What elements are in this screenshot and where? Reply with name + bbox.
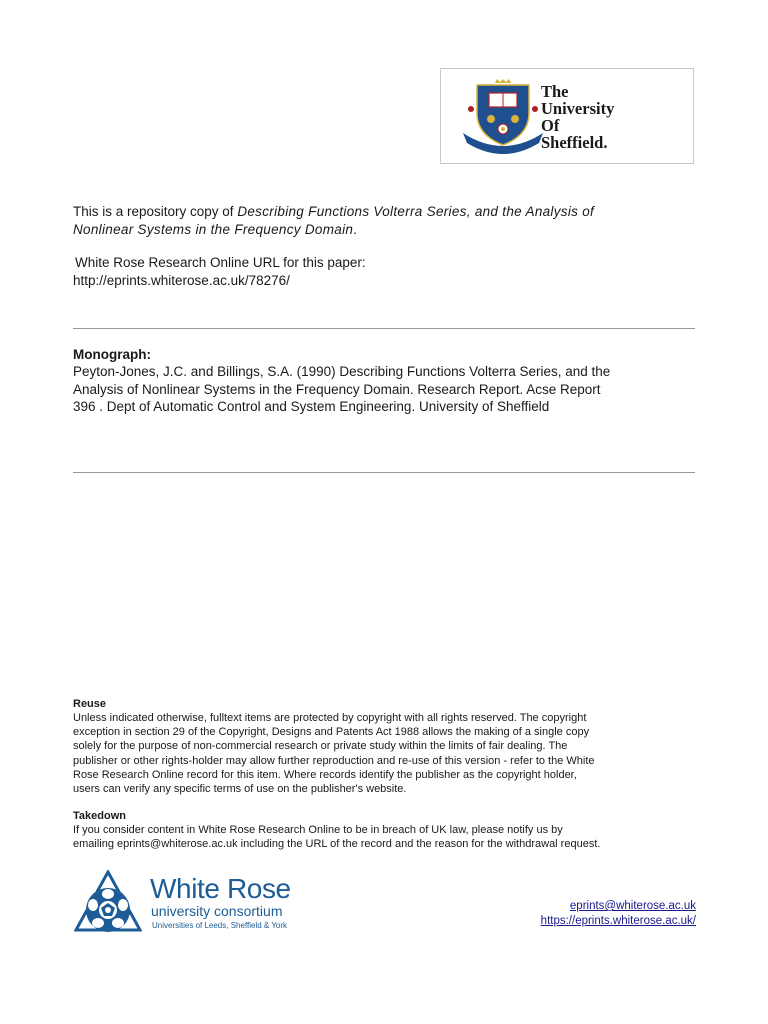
reuse-line: exception in section 29 of the Copyright, Designs and Patents Act 1988 allows the making of a single copy (73, 726, 590, 739)
reuse-line: users can verify any specific terms of use on the publisher's website. (73, 783, 407, 796)
university-name-line: The (541, 82, 569, 101)
takedown-line: emailing eprints@whiterose.ac.uk including the URL of the record and the reason for the withdrawal request. (73, 838, 601, 851)
reuse-heading: Reuse (73, 698, 107, 710)
university-name-line: Of (541, 116, 560, 135)
paper-title: Nonlinear Systems in the Frequency Domain (73, 221, 354, 237)
takedown-heading: Takedown (73, 810, 126, 822)
title-period: . (353, 221, 357, 237)
citation-line: Peyton-Jones, J.C. and Billings, S.A. (1990) Describing Functions Volterra Series, and the (73, 364, 611, 379)
reuse-line: solely for the purpose of non-commercial research or private study within the limits of fair dealing. The (73, 740, 568, 753)
repository-url-block (73, 254, 366, 289)
monograph-citation (73, 363, 695, 416)
reuse-line: Unless indicated otherwise, fulltext items are protected by copyright with all rights reserved. The copyright (73, 712, 587, 724)
repository-intro: This is a repository copy of (73, 204, 238, 219)
divider (73, 472, 695, 473)
citation-line: Analysis of Nonlinear Systems in the Frequency Domain. Research Report. Acse Report (73, 381, 601, 397)
takedown-line: If you consider content in White Rose Research Online to be in breach of UK law, please notify us by (73, 824, 563, 836)
white-rose-tagline: Universities of Leeds, Sheffield & York (152, 921, 288, 930)
reuse-line: Rose Research Online record for this item. Where records identify the publisher as the copyright holder, (73, 768, 577, 781)
university-name-line: Sheffield. (541, 133, 608, 152)
paper-title: Describing Functions Volterra Series, and the Analysis of (237, 204, 595, 219)
url-label: White Rose Research Online URL for this paper: (75, 255, 366, 270)
contact-links (541, 899, 696, 928)
white-rose-title: White Rose (150, 873, 291, 904)
university-logo (440, 68, 694, 164)
repository-statement (73, 203, 693, 238)
email-link[interactable]: eprints@whiterose.ac.uk (569, 900, 696, 912)
divider (73, 328, 695, 329)
university-name-line: University (541, 99, 615, 118)
reuse-line: publisher or other rights-holder may allow further reproduction and re-use of this version - refer to the White (73, 754, 595, 767)
paper-url[interactable]: http://eprints.whiterose.ac.uk/78276/ (73, 272, 290, 288)
reuse-text (73, 711, 698, 796)
university-name (541, 83, 614, 151)
monograph-heading: Monograph: (73, 347, 151, 362)
takedown-text (73, 823, 698, 851)
white-rose-icon (74, 870, 142, 938)
sheffield-crest-icon (461, 79, 545, 155)
citation-line: 396 . Dept of Automatic Control and System Engineering. University of Sheffield (73, 399, 550, 414)
white-rose-subtitle: university consortium (151, 903, 283, 919)
website-link[interactable]: https://eprints.whiterose.ac.uk/ (540, 914, 696, 927)
